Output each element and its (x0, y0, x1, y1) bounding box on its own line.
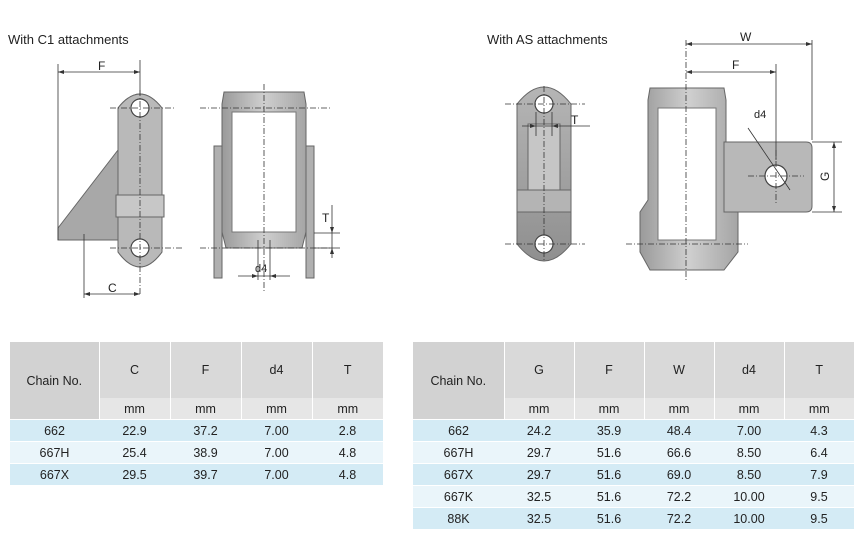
c1-t-value: 2.8 (312, 420, 383, 442)
c1-dim-d4-label: d4 (255, 263, 268, 275)
c1-table-row (10, 464, 383, 486)
as-chain-no: 667K (413, 486, 504, 508)
as-w-value: 66.6 (644, 442, 714, 464)
as-f-value: 35.9 (574, 420, 644, 442)
as-dim-g-label: G (818, 171, 832, 181)
as-table-row (413, 508, 854, 530)
as-f-value: 51.6 (574, 486, 644, 508)
c1-front-view (200, 84, 340, 292)
c1-unit: mm (170, 398, 241, 420)
as-dim-f-label: F (732, 58, 740, 72)
as-table-row (413, 464, 854, 486)
c1-t-value: 4.8 (312, 464, 383, 486)
as-f-value: 51.6 (574, 442, 644, 464)
as-d4-value: 10.00 (714, 508, 784, 530)
as-w-value: 72.2 (644, 508, 714, 530)
c1-col-f: F (170, 342, 241, 398)
c1-d4-value: 7.00 (241, 464, 312, 486)
c1-section-title: With C1 attachments (8, 32, 129, 47)
as-col-g: G (504, 342, 574, 398)
c1-f-value: 37.2 (170, 420, 241, 442)
as-f-value: 51.6 (574, 508, 644, 530)
as-front-view (626, 30, 842, 282)
c1-d4-value: 7.00 (241, 420, 312, 442)
c1-chain-header: Chain No. (10, 342, 99, 420)
as-t-value: 9.5 (784, 486, 854, 508)
as-dim-d4-label: d4 (754, 109, 767, 121)
as-t-value: 6.4 (784, 442, 854, 464)
c1-dim-t-label: T (322, 211, 330, 225)
c1-table-row (10, 420, 383, 442)
as-w-value: 72.2 (644, 486, 714, 508)
c1-unit: mm (312, 398, 383, 420)
as-chain-header: Chain No. (413, 342, 504, 420)
as-d4-value: 8.50 (714, 442, 784, 464)
as-d4-value: 10.00 (714, 486, 784, 508)
as-unit: mm (784, 398, 854, 420)
as-section-title: With AS attachments (487, 32, 608, 47)
as-dim-t-label: T (571, 113, 579, 127)
c1-c-value: 25.4 (99, 442, 170, 464)
as-table-row (413, 486, 854, 508)
as-col-d4: d4 (714, 342, 784, 398)
as-unit: mm (714, 398, 784, 420)
as-g-value: 24.2 (504, 420, 574, 442)
c1-unit: mm (99, 398, 170, 420)
as-chain-no: 88K (413, 508, 504, 530)
as-chain-no: 667H (413, 442, 504, 464)
as-col-f: F (574, 342, 644, 398)
as-f-value: 51.6 (574, 464, 644, 486)
c1-unit: mm (241, 398, 312, 420)
as-spec-table (413, 342, 854, 529)
c1-spec-table (10, 342, 383, 485)
as-dim-w-label: W (740, 30, 752, 44)
as-t-value: 7.9 (784, 464, 854, 486)
c1-f-value: 39.7 (170, 464, 241, 486)
as-g-value: 32.5 (504, 486, 574, 508)
c1-dim-f-label: F (98, 59, 106, 73)
as-table-row (413, 420, 854, 442)
as-g-value: 29.7 (504, 442, 574, 464)
c1-dim-c-label: C (108, 281, 117, 295)
as-chain-no: 667X (413, 464, 504, 486)
c1-chain-no: 662 (10, 420, 99, 442)
as-unit: mm (574, 398, 644, 420)
as-g-value: 29.7 (504, 464, 574, 486)
c1-col-t: T (312, 342, 383, 398)
as-t-value: 9.5 (784, 508, 854, 530)
c1-c-value: 22.9 (99, 420, 170, 442)
as-unit: mm (644, 398, 714, 420)
c1-f-value: 38.9 (170, 442, 241, 464)
as-unit: mm (504, 398, 574, 420)
c1-table-row (10, 442, 383, 464)
c1-chain-no: 667H (10, 442, 99, 464)
c1-side-view (58, 59, 182, 298)
as-g-value: 32.5 (504, 508, 574, 530)
as-col-t: T (784, 342, 854, 398)
c1-col-d4: d4 (241, 342, 312, 398)
c1-t-value: 4.8 (312, 442, 383, 464)
as-chain-no: 662 (413, 420, 504, 442)
c1-col-c: C (99, 342, 170, 398)
as-side-view (505, 86, 590, 262)
c1-d4-value: 7.00 (241, 442, 312, 464)
as-table-row (413, 442, 854, 464)
c1-chain-no: 667X (10, 464, 99, 486)
as-d4-value: 7.00 (714, 420, 784, 442)
as-w-value: 48.4 (644, 420, 714, 442)
as-w-value: 69.0 (644, 464, 714, 486)
as-col-w: W (644, 342, 714, 398)
c1-c-value: 29.5 (99, 464, 170, 486)
as-d4-value: 8.50 (714, 464, 784, 486)
as-t-value: 4.3 (784, 420, 854, 442)
